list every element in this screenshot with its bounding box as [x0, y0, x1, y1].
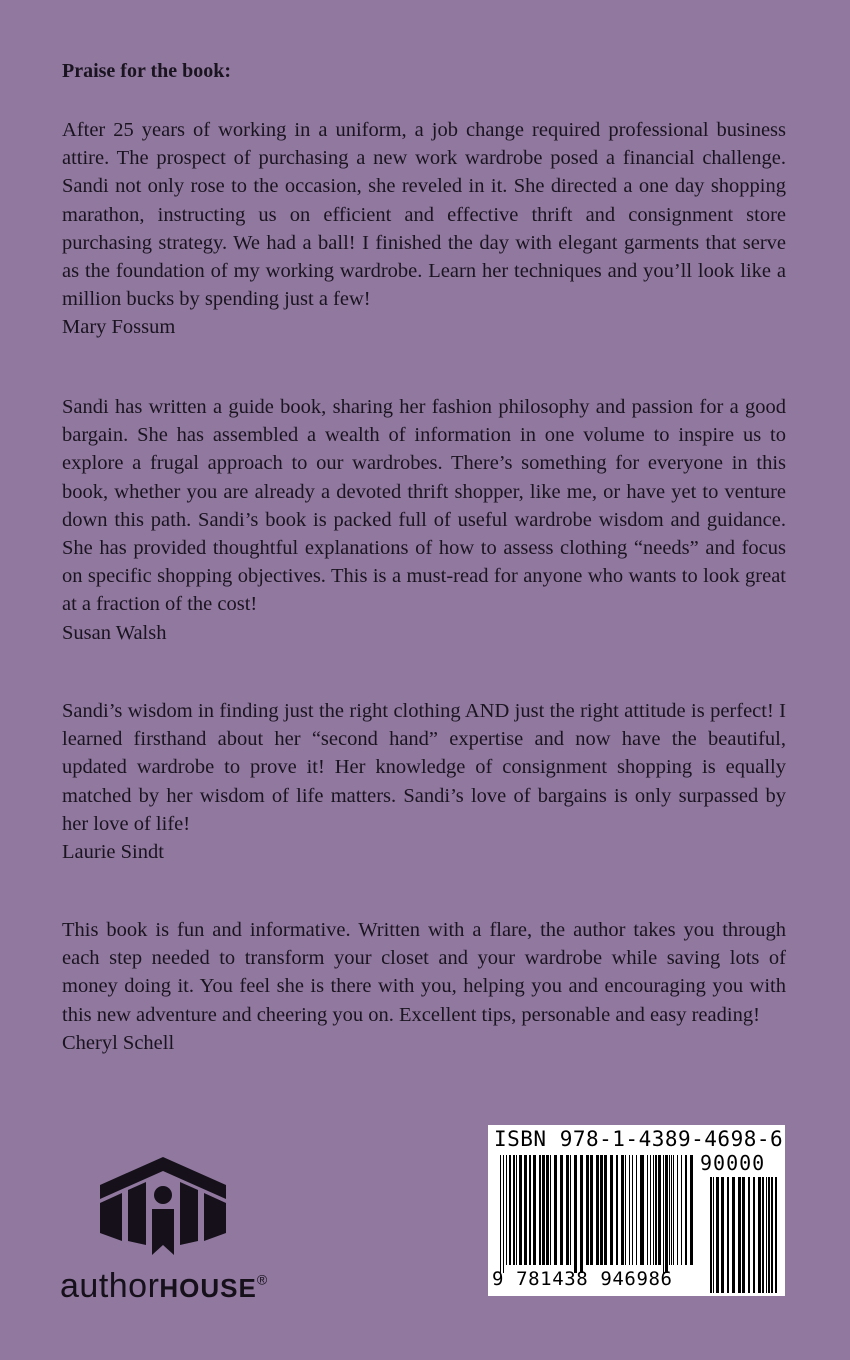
barcode-bar — [681, 1155, 682, 1265]
barcode-bar — [742, 1177, 745, 1293]
review-text: This book is fun and informative. Written with a flare, the author takes you through each step needed to transform your closet and your wardrobe while saving lots of money doing it. You feel she is there with you, helping you and encouraging you with this new adventure and cheering you on. Excellent tips, personable and easy reading! — [62, 919, 786, 1026]
review-block — [62, 697, 786, 866]
review-author: Cheryl Schell — [62, 1031, 175, 1054]
barcode-bar — [590, 1155, 593, 1265]
barcode-bar — [655, 1155, 657, 1265]
barcode-bar — [632, 1155, 633, 1265]
barcode-bar — [775, 1177, 777, 1293]
barcode-bar — [766, 1177, 767, 1293]
barcode-bar — [669, 1155, 670, 1265]
barcode-bar — [516, 1155, 517, 1265]
publisher-name — [60, 1267, 268, 1306]
praise-heading: Praise for the book: — [62, 60, 232, 82]
barcode-bar — [671, 1155, 672, 1265]
barcode-bar — [600, 1155, 603, 1265]
barcode-bar — [762, 1177, 764, 1293]
barcode-bar — [771, 1177, 773, 1293]
barcode-bar — [663, 1155, 664, 1273]
review-author: Susan Walsh — [62, 621, 167, 644]
barcode-bar — [616, 1155, 618, 1265]
barcode-bar — [710, 1177, 712, 1293]
barcode-bar — [513, 1155, 515, 1265]
review-block — [62, 393, 786, 647]
registered-mark: ® — [256, 1271, 268, 1288]
barcode-bar — [650, 1155, 651, 1265]
barcode-bar — [721, 1177, 724, 1293]
barcode-bar — [653, 1155, 654, 1265]
isbn-label: ISBN 978-1-4389-4698-6 — [494, 1127, 784, 1151]
barcode-bar — [716, 1177, 719, 1293]
publisher-name-light: author — [60, 1267, 160, 1305]
barcode-bar — [596, 1155, 599, 1265]
review-block — [62, 116, 786, 342]
barcode-bar — [566, 1155, 569, 1265]
barcode-bar — [768, 1177, 770, 1293]
review-text: Sandi’s wisdom in finding just the right clothing AND just the right attitude is perfect! I learned firsthand about her “second hand” expertise and now have the beautiful, updated wardrobe to prove it! Her knowledge of consignment shopping is equally matched by her wisdom of life matters. Sandi’s love of bargains is only surpassed by her love of life! — [62, 700, 786, 835]
review-author: Laurie Sindt — [62, 841, 164, 864]
publisher-name-bold: HOUSE — [159, 1273, 257, 1303]
barcode-bar — [727, 1177, 729, 1293]
barcode-bar — [647, 1155, 648, 1265]
barcode-bar — [625, 1155, 626, 1265]
barcode-bar — [636, 1155, 637, 1265]
authorhouse-house-logo-icon — [98, 1155, 228, 1257]
barcode-digits: 9 781438 946986 — [492, 1268, 673, 1290]
barcode-bar — [673, 1155, 674, 1265]
isbn-barcode — [488, 1125, 785, 1296]
barcode-bar — [640, 1155, 644, 1265]
barcode-bar — [542, 1155, 545, 1265]
barcode-bar — [529, 1155, 531, 1265]
barcode-bar — [665, 1155, 668, 1273]
barcode-bar — [519, 1155, 522, 1265]
barcode-bar — [586, 1155, 589, 1265]
barcode-bar — [685, 1155, 687, 1265]
barcode-bar — [546, 1155, 549, 1265]
barcode-bar — [658, 1155, 661, 1265]
barcode-bar — [574, 1155, 577, 1273]
barcode-bar — [621, 1155, 624, 1265]
barcode-bar — [753, 1177, 755, 1293]
barcode-bar — [758, 1177, 761, 1293]
publisher-logo — [60, 1155, 290, 1305]
barcode-bar — [580, 1155, 583, 1273]
barcode-bar — [539, 1155, 541, 1265]
review-text: After 25 years of working in a uniform, a job change required professional business attire. The prospect of purchasing a new work wardrobe posed a financial challenge. Sandi not only rose to the occasion, she reveled in it. She directed a one day shopping marathon, instructing us on efficient and effective thrift and consignment store purchasing strategy. We had a ball! I finished the day with elegant garments that serve as the foundation of my working wardrobe. Learn her techniques and you’ll look like a million bucks by spending just a few! — [62, 119, 786, 311]
review-block — [62, 916, 786, 1057]
barcode-bar — [713, 1177, 714, 1293]
barcode-bar — [604, 1155, 607, 1265]
barcode-bar — [500, 1155, 501, 1273]
barcode-bar — [533, 1155, 536, 1265]
review-author: Mary Fossum — [62, 316, 176, 339]
barcode-bar — [524, 1155, 527, 1265]
barcode-bar — [503, 1155, 504, 1273]
barcode-bar — [748, 1177, 750, 1293]
barcode-bar — [610, 1155, 613, 1265]
review-text: Sandi has written a guide book, sharing her fashion philosophy and passion for a good bargain. She has assembled a wealth of information in one volume to inspire us to explore a frugal approach to our wardrobes. There’s something for everyone in this book, whether you are already a devoted thrift shopper, like me, or have yet to venture down this path. Sandi’s book is packed full of useful wardrobe wisdom and guidance. She has provided thoughtful explanations of how to assess clothing “needs” and focus on specific shopping objectives. This is a must-read for anyone who wants to look great at a fraction of the cost! — [62, 396, 786, 616]
barcode-bar — [570, 1155, 571, 1265]
barcode-bar — [506, 1155, 507, 1265]
barcode-bar — [554, 1155, 557, 1265]
barcode-bar — [629, 1155, 630, 1265]
barcode-bar — [738, 1177, 741, 1293]
barcode-bar — [550, 1155, 551, 1265]
price-code: 90000 — [700, 1151, 766, 1175]
barcode-bar — [677, 1155, 678, 1265]
barcode-bar — [732, 1177, 735, 1293]
barcode-bar — [690, 1155, 693, 1265]
barcode-bar — [509, 1155, 511, 1265]
barcode-bar — [560, 1155, 563, 1265]
